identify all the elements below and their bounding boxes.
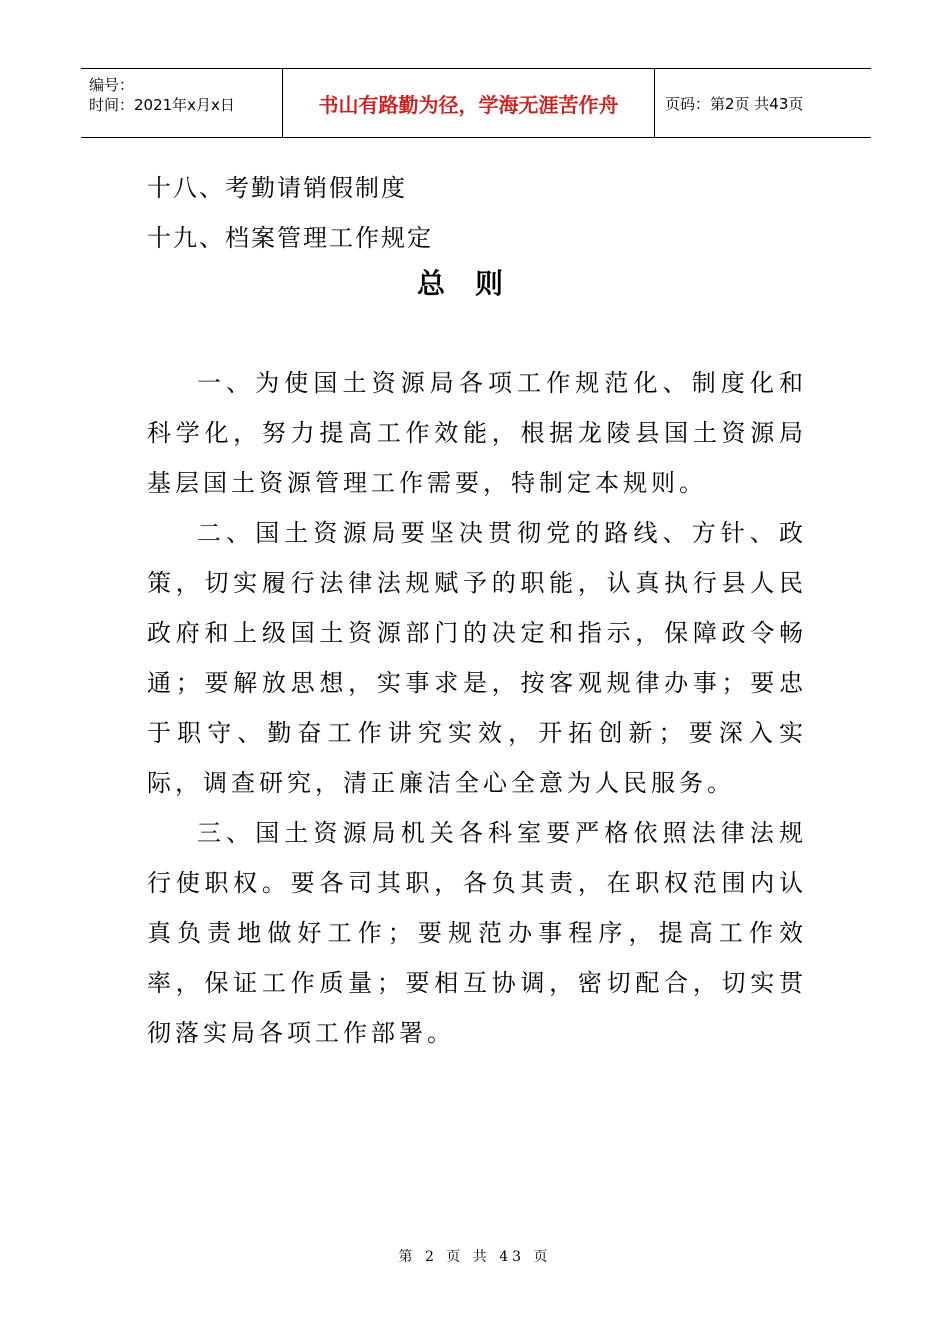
header-page-info: 页码：第2页 共43页 <box>665 94 804 113</box>
time-label: 时间：2021年x月x日 <box>89 96 235 114</box>
section-title: 总则 <box>416 267 533 300</box>
toc-item-18: 十八、考勤请销假制度 <box>147 174 407 202</box>
header-table <box>81 68 871 138</box>
paragraph-1: 一、为使国土资源局各项工作规范化、制度化和科学化，努力提高工作效能，根据龙陵县国土资源局基层国土资源管理工作需要，特制定本规则。 <box>147 369 807 497</box>
number-label: 编号： <box>89 76 135 94</box>
paragraph-2: 二、国土资源局要坚决贯彻党的路线、方针、政策，切实履行法律法规赋予的职能，认真执行县人民政府和上级国土资源部门的决定和指示，保障政令畅通；要解放思想，实事求是，按客观规律办事；要忠于职守、勤奋工作讲究实效，开拓创新；要深入实际，调查研究，清正廉洁全心全意为人民服务。 <box>147 519 807 797</box>
page-footer: 第 2 页 共 43 页 <box>398 1249 552 1265</box>
toc-item-19: 十九、档案管理工作规定 <box>147 224 433 252</box>
header-motto: 书山有路勤为径，学海无涯苦作舟 <box>283 69 655 137</box>
paragraph-3: 三、国土资源局机关各科室要严格依照法律法规行使职权。要各司其职，各负其责，在职权范围内认真负责地做好工作；要规范办事程序，提高工作效率，保证工作质量；要相互协调，密切配合，切实贯彻落实局各项工作部署。 <box>147 819 807 1047</box>
header-meta-cell <box>81 69 283 137</box>
